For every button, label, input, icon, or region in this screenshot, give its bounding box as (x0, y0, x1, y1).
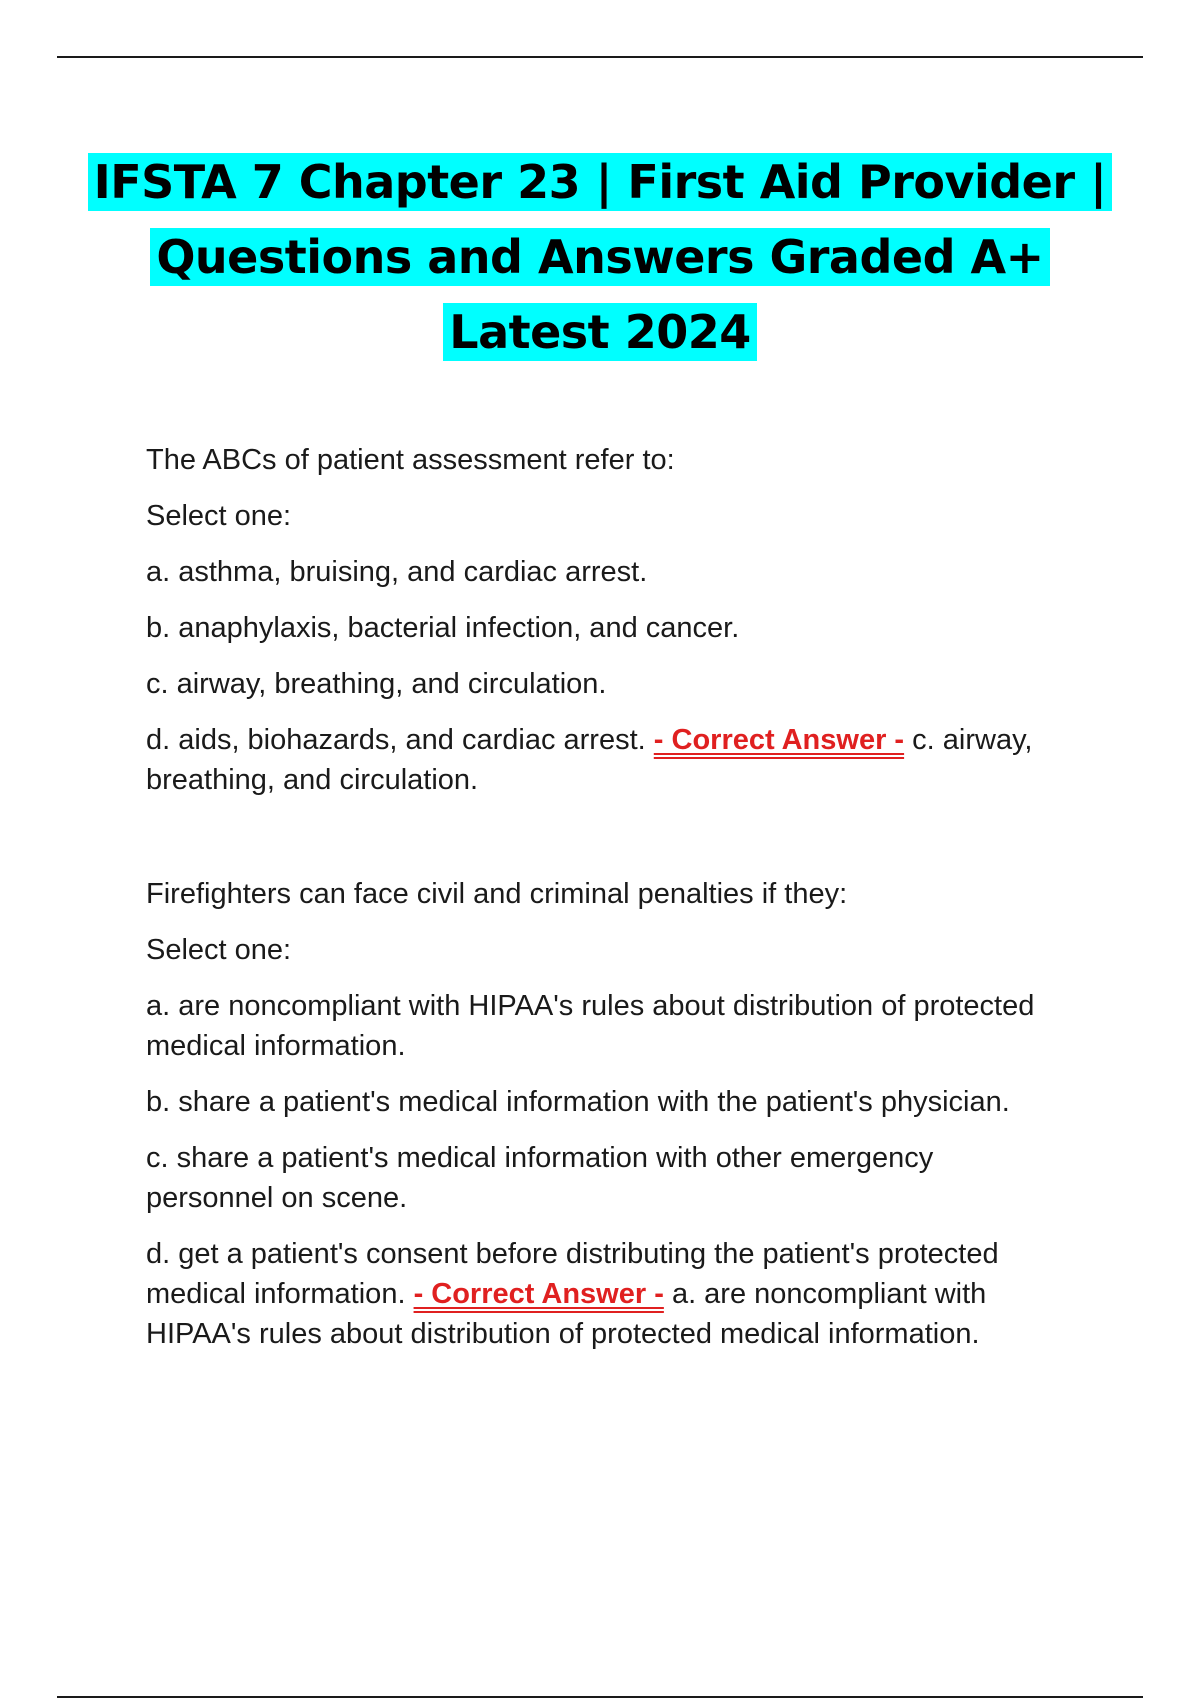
option-c: c. airway, breathing, and circulation. (146, 668, 607, 700)
bottom-rule (57, 1696, 1143, 1698)
correct-answer-label: - Correct Answer - (653, 724, 905, 756)
option-b: b. share a patient's medical information with the patient's physician. (146, 1086, 1010, 1118)
option-d: d. get a patient's consent before distributing the patient's protected medical information. (146, 1238, 999, 1310)
select-prompt: Select one: (146, 500, 292, 532)
top-rule (57, 56, 1143, 58)
option-d: d. aids, biohazards, and cardiac arrest. (146, 724, 646, 756)
option-d-with-answer (146, 1234, 1066, 1354)
correct-answer-label: - Correct Answer - (413, 1278, 664, 1310)
document-title (0, 145, 1200, 370)
question-text: Firefighters can face civil and criminal penalties if they: (146, 878, 848, 910)
option-c: c. share a patient's medical information with other emergency personnel on scene. (146, 1142, 934, 1214)
option-b: b. anaphylaxis, bacterial infection, and cancer. (146, 612, 740, 644)
option-a: a. are noncompliant with HIPAA's rules about distribution of protected medical information. (146, 990, 1035, 1062)
title-line-2: Questions and Answers Graded A+ (150, 228, 1049, 286)
question-block-1 (146, 440, 1066, 816)
select-prompt: Select one: (146, 934, 292, 966)
answer-text: c. airway, breathing, and circulation. (146, 724, 1033, 796)
option-a: a. asthma, bruising, and cardiac arrest. (146, 556, 648, 588)
question-block-2 (146, 874, 1066, 1370)
title-line-1: IFSTA 7 Chapter 23 | First Aid Provider | (88, 153, 1113, 211)
title-line-3: Latest 2024 (443, 303, 756, 361)
question-text: The ABCs of patient assessment refer to: (146, 444, 675, 476)
answer-text: a. are noncompliant with HIPAA's rules about distribution of protected medical information. (146, 1278, 987, 1350)
option-d-with-answer (146, 720, 1066, 800)
